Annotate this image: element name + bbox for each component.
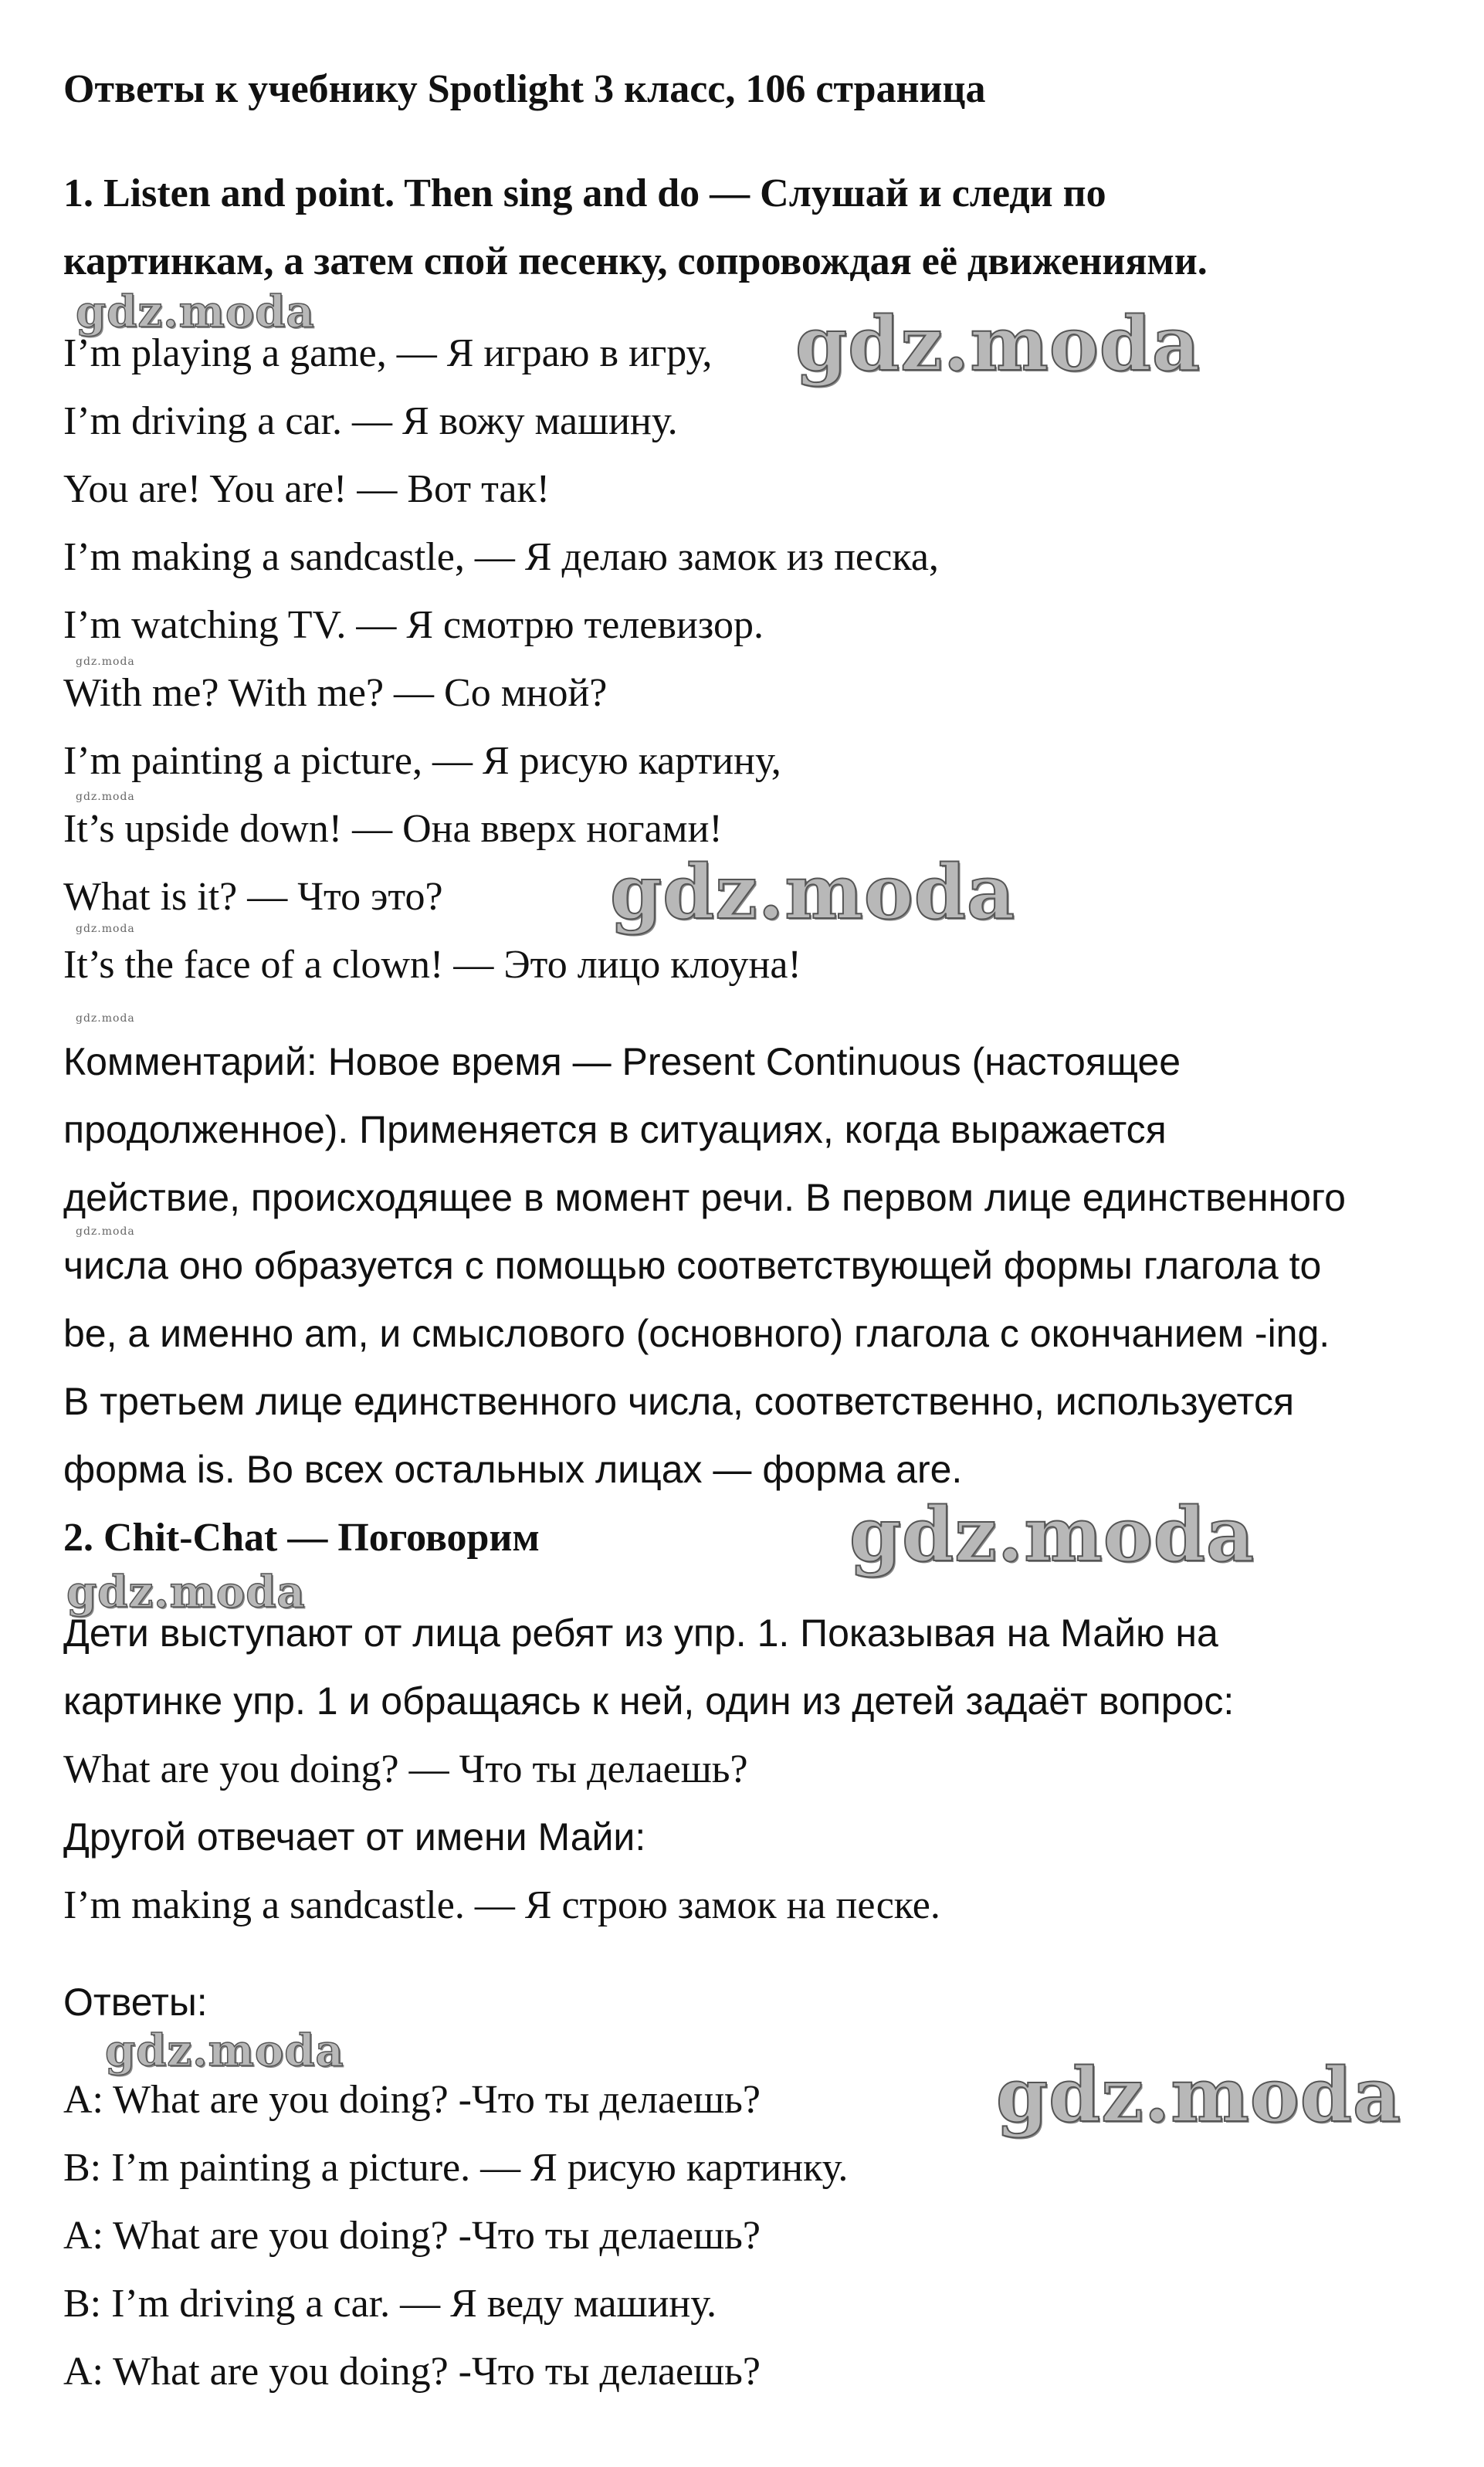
song-line: I’m driving a car. — Я вожу машину. (63, 399, 678, 443)
question-line: What are you doing? — Что ты делаешь? (63, 1747, 748, 1791)
dialog-line: A: What are you doing? -Что ты делаешь? (63, 2078, 761, 2122)
comment-line: форма is. Во всех остальных лицах — форма are. (63, 1448, 963, 1491)
watermark-logo: gdz.moda (105, 2025, 344, 2076)
intro-line: Дети выступают от лица ребят из упр. 1. Показывая на Майю на (63, 1611, 1218, 1655)
watermark-logo: gdz.moda (795, 300, 1201, 388)
comment-line: числа оно образуется с помощью соответствующей формы глагола to (63, 1244, 1322, 1287)
watermark-logo: gdz.moda (76, 1225, 135, 1238)
watermark-logo: gdz.moda (76, 791, 135, 803)
watermark-logo: gdz.moda (610, 849, 1016, 936)
dialog-line: A: What are you doing? -Что ты делаешь? (63, 2214, 761, 2258)
intro-line: картинке упр. 1 и обращаясь к ней, один из детей задаёт вопрос: (63, 1679, 1235, 1723)
comment-line: be, а именно am, и смыслового (основного) глагола с окончанием -ing. (63, 1312, 1330, 1355)
exercise-1-heading-line-2: картинкам, а затем спой песенку, сопровождая её движениями. (63, 239, 1208, 283)
song-line: With me? With me? — Со мной? (63, 671, 608, 715)
song-line: I’m playing a game, — Я играю в игру, (63, 331, 713, 375)
page-title: Ответы к учебнику Spotlight 3 класс, 106 страница (63, 67, 986, 111)
watermark-logo: gdz.moda (996, 2052, 1402, 2139)
comment-line: действие, происходящее в момент речи. В первом лице единственного (63, 1176, 1346, 1219)
song-line: I’m painting a picture, — Я рисую картину, (63, 739, 781, 783)
comment-line: В третьем лице единственного числа, соответственно, используется (63, 1380, 1295, 1423)
watermark-logo: gdz.moda (76, 923, 135, 935)
song-line: I’m watching TV. — Я смотрю телевизор. (63, 603, 764, 647)
dialog-line: B: I’m painting a picture. — Я рисую картинку. (63, 2146, 849, 2190)
exercise-1-heading-line-1: 1. Listen and point. Then sing and do — Слушай и следи по (63, 171, 1106, 215)
comment-line: продолженное). Применяется в ситуациях, когда выражается (63, 1108, 1167, 1151)
answers-label: Ответы: (63, 1981, 208, 2024)
dialog-line: B: I’m driving a car. — Я веду машину. (63, 2282, 717, 2326)
song-line: You are! You are! — Вот так! (63, 467, 551, 511)
watermark-logo: gdz.moda (76, 1012, 135, 1025)
dialog-line: A: What are you doing? -Что ты делаешь? (63, 2350, 761, 2394)
answer-line: I’m making a sandcastle. — Я строю замок на песке. (63, 1883, 940, 1927)
comment-line: Комментарий: Новое время — Present Continuous (настоящее (63, 1040, 1181, 1083)
song-line: It’s upside down! — Она вверх ногами! (63, 807, 723, 851)
watermark-logo: gdz.moda (66, 1567, 306, 1618)
song-line: What is it? — Что это? (63, 875, 443, 919)
watermark-logo: gdz.moda (76, 656, 135, 668)
watermark-logo: gdz.moda (76, 286, 315, 337)
song-line: It’s the face of a clown! — Это лицо клоуна! (63, 943, 801, 987)
watermark-logo: gdz.moda (849, 1491, 1255, 1578)
song-line: I’m making a sandcastle, — Я делаю замок из песка, (63, 535, 939, 579)
other-answers-line: Другой отвечает от имени Майи: (63, 1815, 646, 1859)
exercise-2-heading: 2. Chit-Chat — Поговорим (63, 1516, 540, 1560)
